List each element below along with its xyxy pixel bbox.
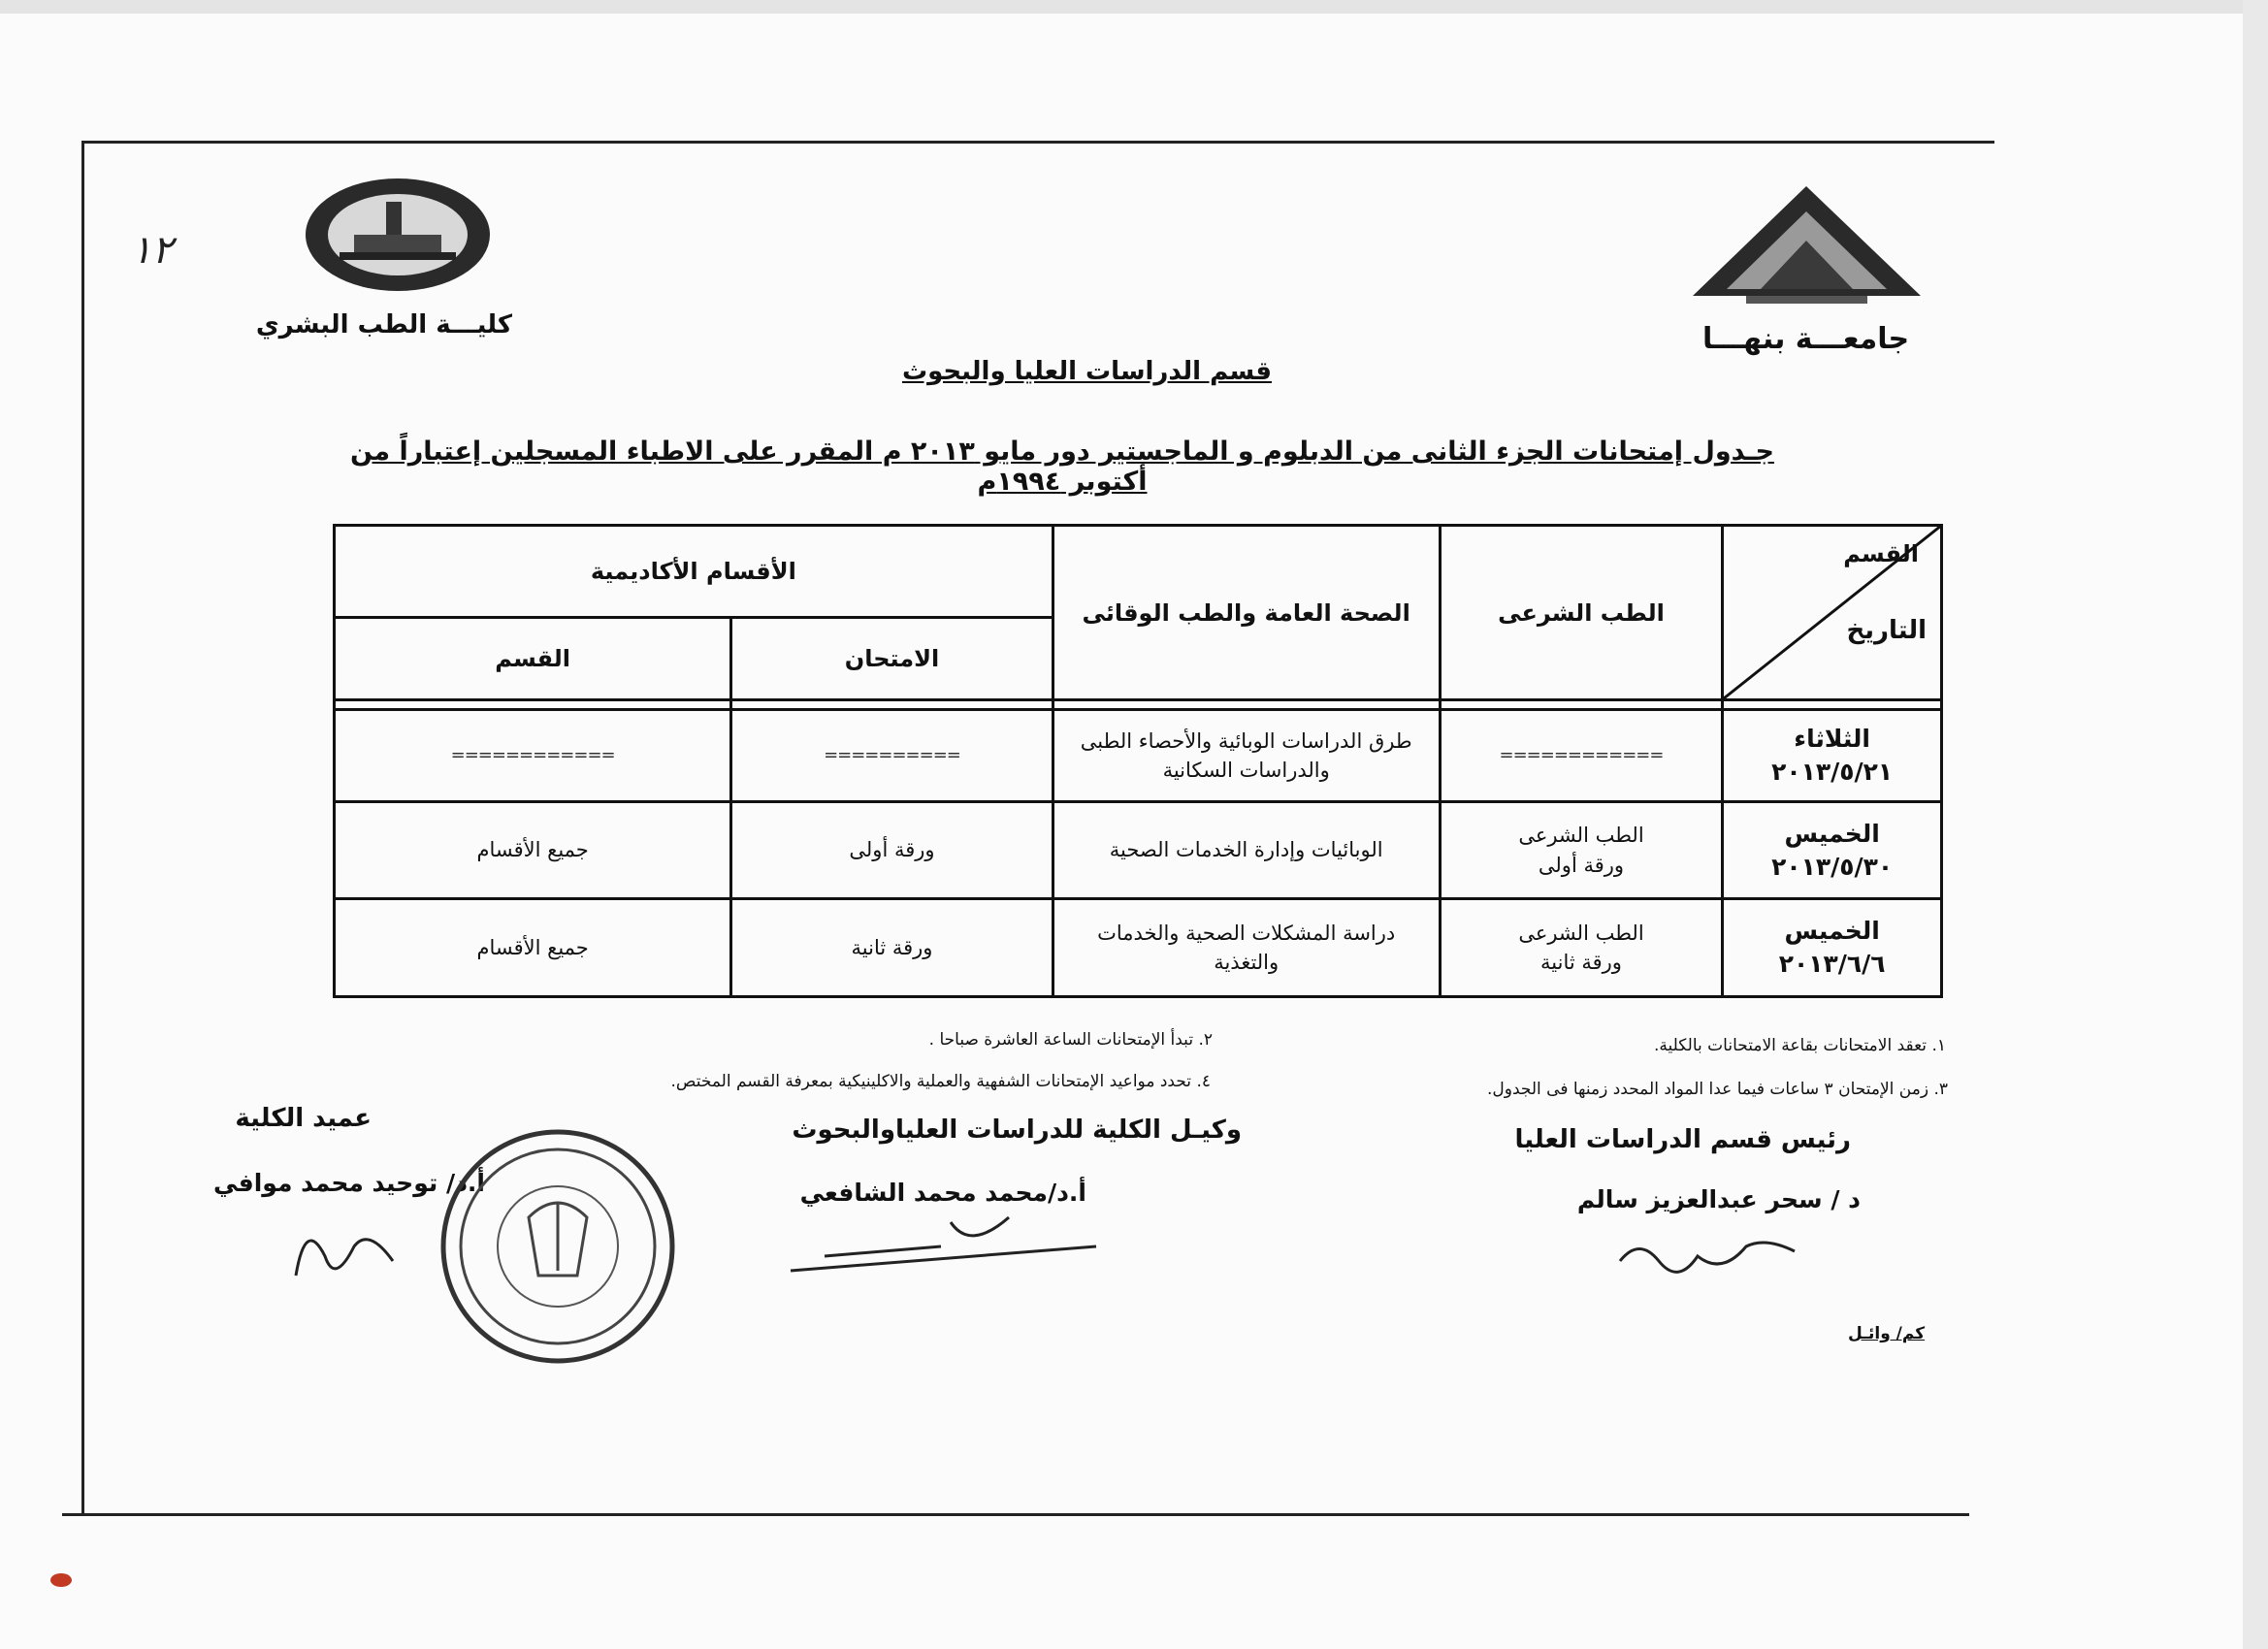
table-row [335, 710, 1942, 802]
public-health-cell: دراسة المشكلات الصحية والخدمات والتغذية [1053, 899, 1440, 997]
university-logo-icon [1693, 184, 1921, 315]
exam-cell: ========== [731, 710, 1053, 802]
scan-edge-right [2243, 0, 2268, 1649]
dean-title: عميد الكلية [235, 1104, 372, 1133]
vice-dean-title: وكيـل الكلية للدراسات العلياوالبحوث [792, 1116, 1242, 1145]
header-forensic: الطب الشرعى [1440, 526, 1723, 700]
exam-cell: ورقة أولى [731, 802, 1053, 899]
header-academic-depts: الأقسام الأكاديمية [335, 526, 1053, 618]
forensic-cell: الطب الشرعى ورقة أولى [1440, 802, 1723, 899]
header-public-health: الصحة العامة والطب الوقائى [1053, 526, 1440, 700]
frame-line-top [81, 141, 1994, 144]
dept-cell: جميع الأقسام [335, 899, 731, 997]
subheader-dept: القسم [335, 618, 731, 700]
head-signature-icon [1610, 1227, 1804, 1285]
date-cell: الخميس ٢٠١٣/٦/٦ [1723, 899, 1942, 997]
date-cell: الخميس ٢٠١٣/٥/٣٠ [1723, 802, 1942, 899]
table-row [335, 899, 1942, 997]
public-health-cell: الوبائيات وإدارة الخدمات الصحية [1053, 802, 1440, 899]
dean-name: أ.د/ توحيد محمد موافي [213, 1169, 485, 1197]
subheader-exam: الامتحان [731, 618, 1053, 700]
date-cell: الثلاثاء ٢٠١٣/٥/٢١ [1723, 710, 1942, 802]
note-3: ٣. زمن الإمتحان ٣ ساعات فيما عدا المواد المحدد زمنها فى الجدول. [1486, 1080, 1948, 1099]
scan-spot [50, 1573, 72, 1587]
exam-schedule-table [333, 524, 1943, 998]
initials: كم/ وائـل [1848, 1324, 1926, 1343]
official-stamp-icon [437, 1125, 679, 1368]
frame-line-bottom [62, 1513, 1969, 1516]
dept-cell: جميع الأقسام [335, 802, 731, 899]
public-health-cell: طرق الدراسات الوبائية والأحصاء الطبى والدراسات السكانية [1053, 710, 1440, 802]
corner-date-label: التاريخ [1846, 616, 1927, 645]
dean-signature-icon [286, 1208, 403, 1295]
faculty-logo-icon [301, 175, 495, 296]
vice-dean-name: أ.د/محمد محمد الشافعي [799, 1179, 1086, 1207]
frame-line-left [81, 141, 84, 1513]
exam-cell: ورقة ثانية [731, 899, 1053, 997]
note-2: ٢. تبدأ الإمتحانات الساعة العاشرة صباحا . [928, 1030, 1213, 1050]
head-of-dept-title: رئيس قسم الدراسات العليا [1514, 1125, 1851, 1154]
table-row [335, 802, 1942, 899]
university-name: جامعـــة بنهـــا [1702, 322, 1910, 356]
page-number: ١٢ [131, 228, 173, 273]
note-1: ١. تعقد الامتحانات بقاعة الامتحانات بالكلية. [1654, 1036, 1946, 1055]
dept-cell: ============ [335, 710, 731, 802]
corner-dept-label: القسم [1843, 540, 1919, 567]
forensic-cell: الطب الشرعى ورقة ثانية [1440, 899, 1723, 997]
corner-header-cell [1723, 526, 1942, 700]
forensic-cell: ============ [1440, 710, 1723, 802]
scan-edge-top [0, 0, 2268, 14]
note-4: ٤. تحدد مواعيد الإمتحانات الشفهية والعملية والاكلينيكية بمعرفة القسم المختص. [670, 1072, 1211, 1091]
vice-dean-signature-icon [786, 1212, 1106, 1280]
faculty-name: كليـــة الطب البشري [255, 310, 512, 340]
document-title: جـدول إمتحانات الجزء الثانى من الدبلوم و الماجستير دور مايو ٢٠١٣ م المقرر على الاطباء المسجلين إعتباراً من أكتوبر ١٩٩٤م [350, 436, 1774, 497]
department-title: قسم الدراسات العليا والبحوث [902, 357, 1273, 386]
head-of-dept-name: د / سحر عبدالعزيز سالم [1576, 1185, 1861, 1213]
